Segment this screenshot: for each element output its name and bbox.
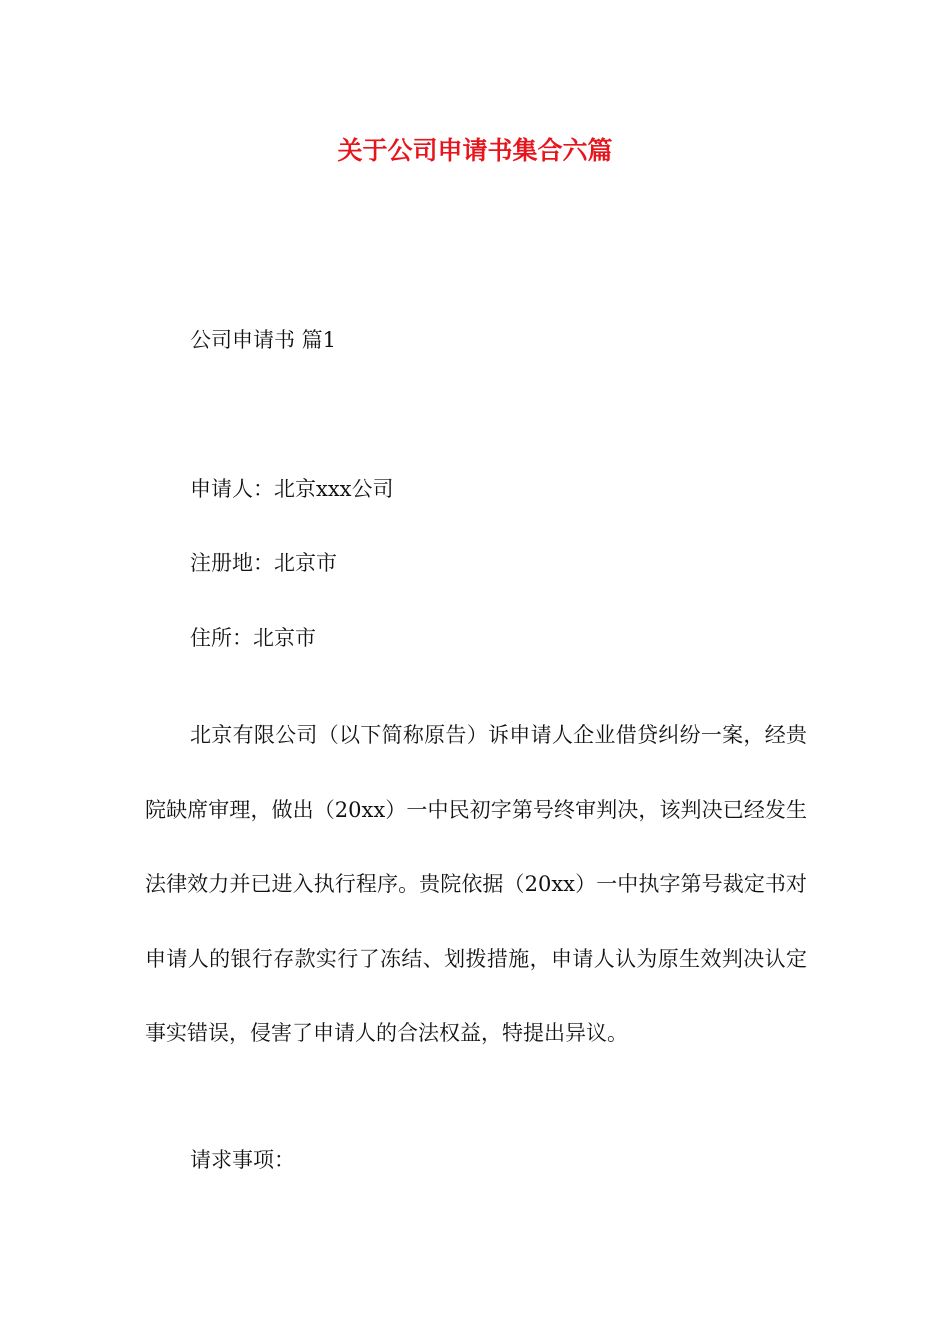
body-paragraph: 北京有限公司（以下简称原告）诉申请人企业借贷纠纷一案，经贵院缺席审理，做出（20xx）一中民初字第号终审判决，该判决已经发生法律效力并已进入执行程序。贵院依据（20xx）一中执字第号裁定书对申请人的银行存款实行了冻结、划拨措施，申请人认为原生效判决认定事实错误，侵害了申请人的合法权益，特提出异议。 — [145, 723, 807, 1045]
residence-line: 住所：北京市 — [190, 626, 316, 650]
applicant-line: 申请人：北京xxx公司 — [190, 477, 394, 501]
request-items-heading: 请求事项： — [190, 1148, 295, 1172]
registered-address-line: 注册地：北京市 — [190, 551, 337, 575]
document-title: 关于公司申请书集合六篇 — [337, 136, 613, 165]
section-heading: 公司申请书 篇1 — [190, 328, 337, 352]
